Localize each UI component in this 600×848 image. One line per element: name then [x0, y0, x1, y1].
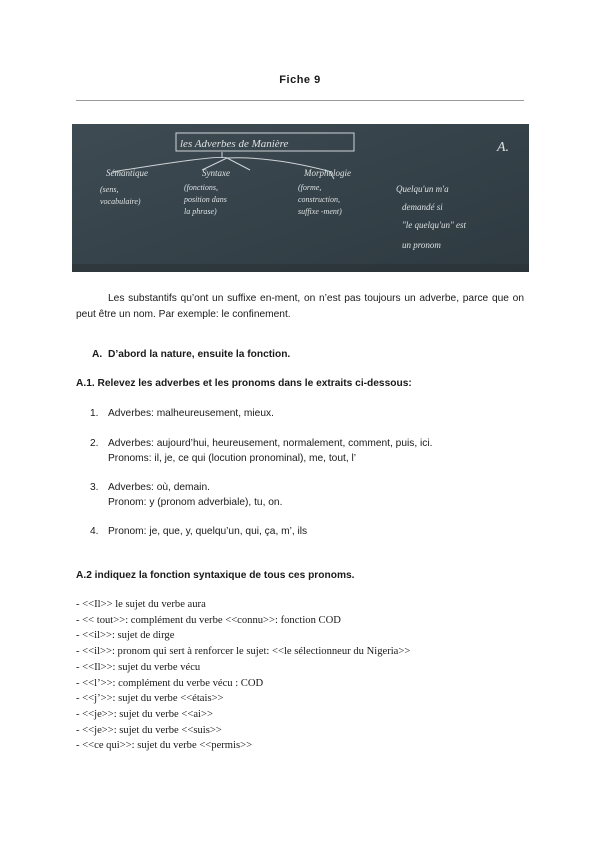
chalkboard-photo [72, 124, 529, 272]
board-col2-l3: la phrase) [184, 207, 217, 216]
board-col1-head: Sémantique [106, 168, 148, 178]
a2-line: - <<j’>>: sujet du verbe <<étais>> [76, 693, 224, 705]
chalkboard-drawing [72, 124, 529, 272]
a2-line: - <<Il>>: sujet du verbe vécu [76, 661, 201, 673]
a1-item-3 [90, 480, 520, 510]
board-col3-head: Morphologie [304, 168, 351, 178]
board-col2-l1: (fonctions, [184, 183, 218, 192]
a1-item-1 [90, 406, 520, 421]
a1-item-4 [90, 524, 520, 539]
board-col3-l1: (forme, [298, 183, 322, 192]
a1-item-3-num: 3. [90, 482, 99, 493]
a2-line: - <<je>>: sujet du verbe <<suis>> [76, 724, 222, 736]
a1-item-4-num: 4. [90, 526, 99, 537]
section-a-letter: A. [92, 349, 103, 360]
page-title: Fiche 9 [279, 74, 321, 86]
intro-paragraph [76, 291, 524, 323]
a1-item-2 [90, 436, 520, 466]
board-col4-l3: "le quelqu'un" est [402, 220, 466, 230]
a1-item-3-text-2: Pronom: y (pronom adverbiale), tu, on. [108, 497, 283, 508]
board-col3-l2: construction, [298, 195, 340, 204]
a2-line: - <<l’>>: complément du verbe vécu : COD [76, 677, 264, 689]
a2-line: - <<il>>: pronom qui sert à renforcer le sujet: <<le sélectionneur du Nigeria>> [76, 646, 411, 658]
a1-item-2-text-2: Pronoms: il, je, ce qui (locution pronominal), me, tout, l’ [108, 453, 357, 464]
a2-line: - << tout>>: complément du verbe <<connu>>: fonction COD [76, 614, 341, 626]
a2-line: - <<il>>: sujet de dirge [76, 630, 175, 642]
board-col4-l1: Quelqu'un m'a [396, 184, 449, 194]
a1-item-1-text: Adverbes: malheureusement, mieux. [108, 408, 274, 419]
a1-item-4-text: Pronom: je, que, y, quelqu’un, qui, ça, m’, ils [108, 526, 308, 537]
board-title: les Adverbes de Manière [180, 138, 289, 150]
board-ledge [72, 264, 529, 272]
intro-text: Les substantifs qu’ont un suffixe en-ment, on n’est pas toujours un adverbe, parce que on peut être un nom. Par exemple: le confinement. [76, 293, 524, 320]
a2-line: - <<Il>> le sujet du verbe aura [76, 599, 206, 610]
section-a-title: D’abord la nature, ensuite la fonction. [108, 349, 291, 360]
a2-line: - <<je>>: sujet du verbe <<ai>> [76, 708, 213, 720]
title-divider [76, 100, 524, 101]
board-letter: A. [497, 140, 510, 155]
a1-item-3-text: Adverbes: où, demain. [108, 482, 210, 493]
board-col3-l3: suffixe -ment) [298, 207, 342, 216]
a1-item-2-text: Adverbes: aujourd’hui, heureusement, normalement, comment, puis, ici. [108, 438, 433, 449]
board-col1-l1: (sens, [100, 185, 119, 194]
a2-line: - <<ce qui>>: sujet du verbe <<permis>> [76, 740, 253, 752]
a2-heading: A.2 indiquez la fonction syntaxique de tous ces pronoms. [76, 570, 355, 581]
board-col4-l4: un pronom [402, 240, 441, 250]
a2-function-list [76, 597, 526, 754]
board-col4-l2: demandé si [402, 202, 443, 212]
board-col2-head: Syntaxe [202, 168, 230, 178]
section-a-heading [92, 349, 290, 360]
a1-item-1-num: 1. [90, 408, 99, 419]
board-col2-l2: position dans [184, 195, 227, 204]
a1-heading: A.1. Relevez les adverbes et les pronoms dans le extraits ci-dessous: [76, 378, 412, 389]
board-col1-l2: vocabulaire) [100, 197, 141, 206]
a1-item-2-num: 2. [90, 438, 99, 449]
